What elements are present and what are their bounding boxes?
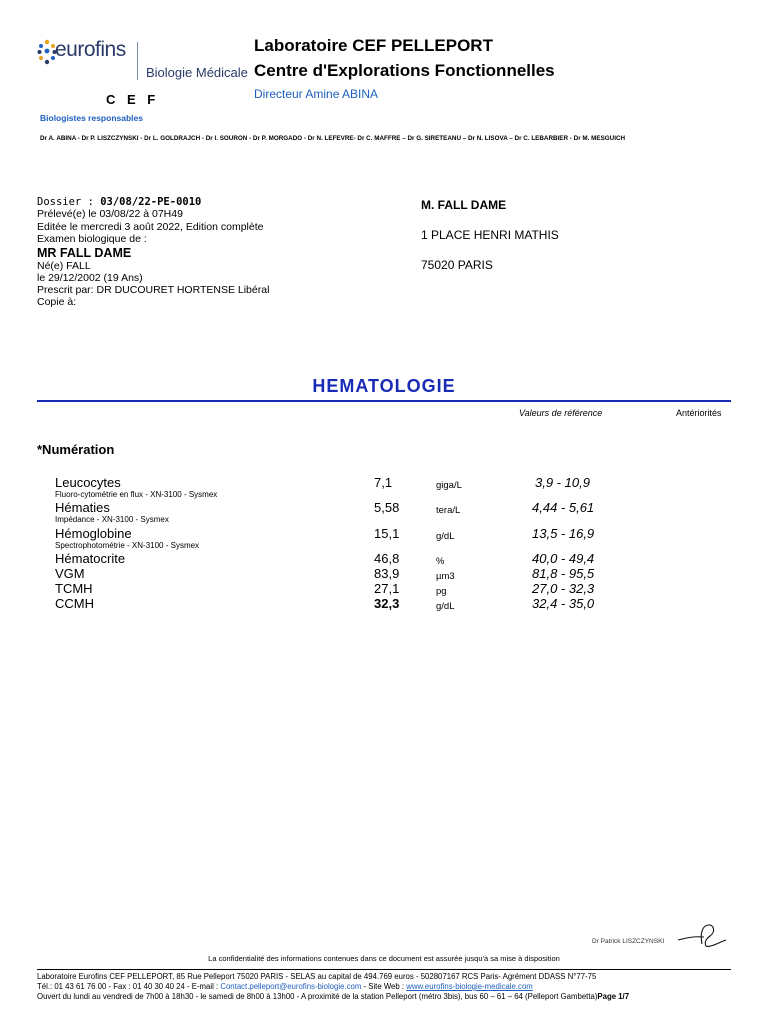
result-method: Fluoro-cytométrie en flux - XN-3100 - Sysmex: [55, 490, 218, 499]
address-city: 75020 PARIS: [421, 258, 493, 272]
eurofins-logo-icon: [37, 39, 57, 65]
result-reference: 32,4 - 35,0: [532, 596, 595, 611]
cef-label: C E F: [106, 92, 160, 107]
result-unit: %: [436, 556, 445, 567]
copy-to: Copie à:: [37, 296, 77, 308]
result-label: CCMH: [55, 596, 94, 611]
footer-contact: [37, 982, 533, 991]
result-unit: pg: [436, 586, 447, 597]
exam-label: Examen biologique de :: [37, 233, 147, 245]
signer-name: Dr Patrick LISZCZYNSKI: [592, 938, 665, 945]
result-unit: g/dL: [436, 601, 455, 612]
footer-phone-fax: Tél.: 01 43 61 76 00 - Fax : 01 40 30 40 24 - E-mail :: [37, 982, 221, 991]
subsection-title: *Numération: [37, 442, 115, 457]
dossier-number: 03/08/22-PE-0010: [100, 196, 202, 208]
result-reference: 4,44 - 5,61: [532, 500, 595, 515]
result-label: TCMH: [55, 581, 93, 596]
dossier-label: Dossier :: [37, 196, 101, 208]
result-label: Hémoglobine: [55, 526, 132, 541]
footer-divider: [37, 969, 731, 970]
eurofins-logo: [37, 39, 57, 65]
logo-subtitle: Biologie Médicale: [146, 65, 248, 80]
footer-hours-text: Ouvert du lundi au vendredi de 7h00 à 18h30 - le samedi de 8h00 à 13h00 - A proximité de la station Pelleport (métro 3bis), bus 60 – 61 – 64 (Pelleport Gambetta): [37, 992, 598, 1001]
section-title: HEMATOLOGIE: [312, 376, 456, 396]
email-link[interactable]: Contact.pelleport@eurofins-biologie.com: [220, 982, 362, 991]
edition-date: Editée le mercredi 3 août 2022, Edition complète: [37, 221, 264, 233]
result-value: 15,1: [374, 526, 400, 541]
result-reference: 13,5 - 16,9: [532, 526, 595, 541]
result-value: 83,9: [374, 566, 400, 581]
confidentiality-note: La confidentialité des informations contenues dans ce document est assurée jusqu'à sa mise à disposition: [208, 954, 560, 963]
result-method: Spectrophotométrie - XN-3100 - Sysmex: [55, 541, 200, 550]
signature: [676, 922, 728, 955]
reference-values-header: Valeurs de référence: [519, 408, 603, 418]
result-value: 7,1: [374, 475, 393, 490]
footer-site-label: - Site Web :: [361, 982, 407, 991]
prescriber: Prescrit par: DR DUCOURET HORTENSE Libéral: [37, 284, 270, 296]
result-unit: giga/L: [436, 480, 462, 491]
result-label: VGM: [55, 566, 85, 581]
result-value: 27,1: [374, 581, 400, 596]
address-name: M. FALL DAME: [421, 198, 507, 212]
patient-name: MR FALL DAME: [37, 246, 132, 260]
section-divider: [37, 400, 731, 402]
result-unit: µm3: [436, 571, 455, 582]
lab-subtitle: Centre d'Explorations Fonctionnelles: [254, 61, 555, 80]
result-method: Impédance - XN-3100 - Sysmex: [55, 515, 169, 524]
birth-name: Né(e) FALL: [37, 260, 91, 272]
website-link[interactable]: www.eurofins-biologie-medicale.com: [406, 982, 533, 991]
page-number: Page 1/7: [597, 992, 630, 1001]
doctors-list: Dr A. ABINA - Dr P. LISZCZYNSKI - Dr L. GOLDRAJCH - Dr I. SOURON - Dr P. MORGADO - Dr N. LEFEVRE- Dr C. MAFFRE – Dr G. SIRETEANU – Dr N. LISOVA – Dr C. LEBARBIER - Dr M. MESGUICH: [40, 135, 626, 142]
dossier-line: [37, 196, 201, 208]
director-line: Directeur Amine ABINA: [254, 87, 379, 101]
result-label: Leucocytes: [55, 475, 121, 490]
result-value: 5,58: [374, 500, 400, 515]
sampled-date: Prélevé(e) le 03/08/22 à 07H49: [37, 208, 183, 220]
previous-results-header: Antériorités: [676, 408, 722, 418]
result-label: Hématies: [55, 500, 110, 515]
footer-hours: [37, 992, 629, 1001]
lab-title: Laboratoire CEF PELLEPORT: [254, 36, 493, 55]
result-reference: 81,8 - 95,5: [532, 566, 595, 581]
footer-legal: Laboratoire Eurofins CEF PELLEPORT, 85 Rue Pelleport 75020 PARIS - SELAS au capital de 494.769 euros - 502807167 RCS Paris- Agrément DDASS N°77-75: [37, 972, 597, 981]
result-label: Hématocrite: [55, 551, 126, 566]
birth-date: le 29/12/2002 (19 Ans): [37, 272, 143, 284]
logo-divider: [137, 42, 138, 80]
biologists-heading: Biologistes responsables: [40, 113, 143, 123]
signature-icon: [676, 922, 728, 950]
result-reference: 27,0 - 32,3: [532, 581, 595, 596]
logo-wordmark: eurofins: [55, 38, 126, 61]
result-value: 46,8: [374, 551, 400, 566]
result-unit: tera/L: [436, 505, 461, 516]
result-value-abnormal: 32,3: [374, 596, 400, 611]
address-street: 1 PLACE HENRI MATHIS: [421, 228, 559, 242]
result-reference: 3,9 - 10,9: [535, 475, 590, 490]
result-unit: g/dL: [436, 531, 455, 542]
result-reference: 40,0 - 49,4: [532, 551, 595, 566]
